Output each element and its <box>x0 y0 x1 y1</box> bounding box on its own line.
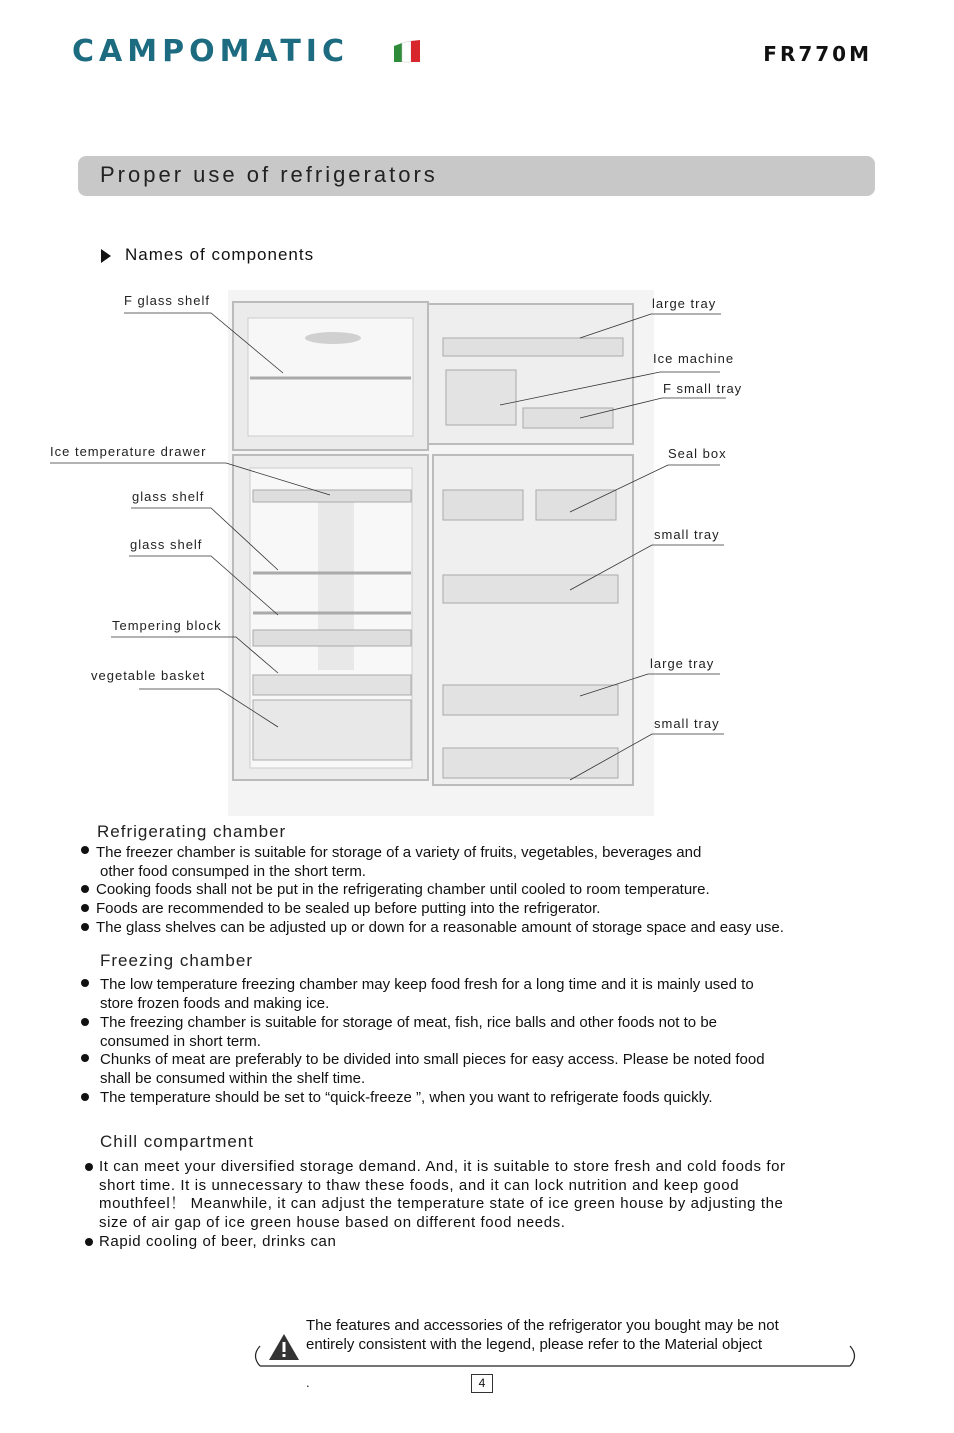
refrigerating-bullet-4: The glass shelves can be adjusted up or down for a reasonable amount of storage space and easy use. <box>96 919 784 936</box>
label-large-tray-top: large tray <box>652 296 717 311</box>
label-tempering-block: Tempering block <box>112 618 222 633</box>
bullet-icon <box>81 846 89 854</box>
note-line-2: entirely consistent with the legend, please refer to the Material object <box>306 1336 763 1353</box>
freezing-bullet-3-cont: shall be consumed within the shelf time. <box>100 1070 366 1087</box>
refrigerating-bullet-1: The freezer chamber is suitable for storage of a variety of fruits, vegetables, beverages and <box>96 844 702 861</box>
refrigerating-bullet-3: Foods are recommended to be sealed up before putting into the refrigerator. <box>96 900 601 917</box>
freezing-bullet-4: The temperature should be set to “quick-freeze ”, when you want to refrigerate foods quickly. <box>100 1089 713 1106</box>
chill-bullet-1-cont-2: mouthfeel！ Meanwhile, it can adjust the temperature state of ice green house by adjusting the <box>99 1195 784 1212</box>
chill-bullet-2: Rapid cooling of beer, drinks can <box>99 1233 337 1250</box>
chill-bullet-1-cont-3: size of air gap of ice green house based on different food needs. <box>99 1214 566 1231</box>
freezing-bullet-2: The freezing chamber is suitable for storage of meat, fish, rice balls and other foods not to be <box>100 1014 717 1031</box>
note-text <box>306 1316 826 1354</box>
note-period: . <box>306 1375 310 1390</box>
freezing-bullet-3: Chunks of meat are preferably to be divided into small pieces for easy access. Please be noted food <box>100 1051 765 1068</box>
warning-icon <box>268 1333 300 1361</box>
bullet-icon <box>81 1054 89 1062</box>
refrigerating-heading: Refrigerating chamber <box>97 822 287 841</box>
bullet-icon <box>81 904 89 912</box>
bullet-icon <box>81 979 89 987</box>
chill-bullet-1: It can meet your diversified storage demand. And, it is suitable to store fresh and cold foods for <box>99 1158 786 1175</box>
brand-logo: CAMPOMATIC <box>72 34 349 69</box>
freezing-bullet-1-cont: store frozen foods and making ice. <box>100 995 330 1012</box>
section-title: Proper use of refrigerators <box>100 162 438 187</box>
freezing-bullet-2-cont: consumed in short term. <box>100 1033 261 1050</box>
label-vegetable-basket: vegetable basket <box>91 668 206 683</box>
label-f-glass-shelf: F glass shelf <box>124 293 210 308</box>
bullet-icon <box>81 885 89 893</box>
bullet-icon <box>85 1238 93 1246</box>
bullet-icon <box>81 1093 89 1101</box>
freezing-heading: Freezing chamber <box>100 951 254 970</box>
label-small-tray: small tray <box>654 527 720 542</box>
label-glass-shelf: glass shelf <box>132 489 205 504</box>
refrigerating-bullet-1-cont: other food consumped in the short term. <box>100 863 366 880</box>
model-number: FR770M <box>763 42 872 66</box>
chill-heading: Chill compartment <box>100 1132 254 1151</box>
chill-bullet-1-cont-1: short time. It is unnecessary to thaw these foods, and it can lock nutrition and keep good <box>99 1177 740 1194</box>
triangle-bullet-icon <box>101 249 111 263</box>
label-ice-machine: Ice machine <box>653 351 735 366</box>
label-seal-box: Seal box <box>668 446 727 461</box>
flag-icon <box>392 40 422 64</box>
refrigerator-illustration <box>228 290 654 816</box>
label-f-small-tray: F small tray <box>663 381 743 396</box>
note-line-1: The features and accessories of the refrigerator you bought may be not <box>306 1317 779 1334</box>
bullet-icon <box>85 1163 93 1171</box>
freezing-bullet-1: The low temperature freezing chamber may keep food fresh for a long time and it is mainly used to <box>100 976 754 993</box>
label-large-tray-bottom: large tray <box>650 656 715 671</box>
components-subtitle: Names of components <box>125 245 315 264</box>
label-glass-shelf-2: glass shelf <box>130 537 203 552</box>
label-ice-temperature-drawer: Ice temperature drawer <box>50 444 207 459</box>
refrigerating-bullet-2: Cooking foods shall not be put in the refrigerating chamber until cooled to room temperature. <box>96 881 710 898</box>
bullet-icon <box>81 1018 89 1026</box>
page-number: 4 <box>471 1374 493 1393</box>
bullet-icon <box>81 923 89 931</box>
label-small-tray-2: small tray <box>654 716 720 731</box>
